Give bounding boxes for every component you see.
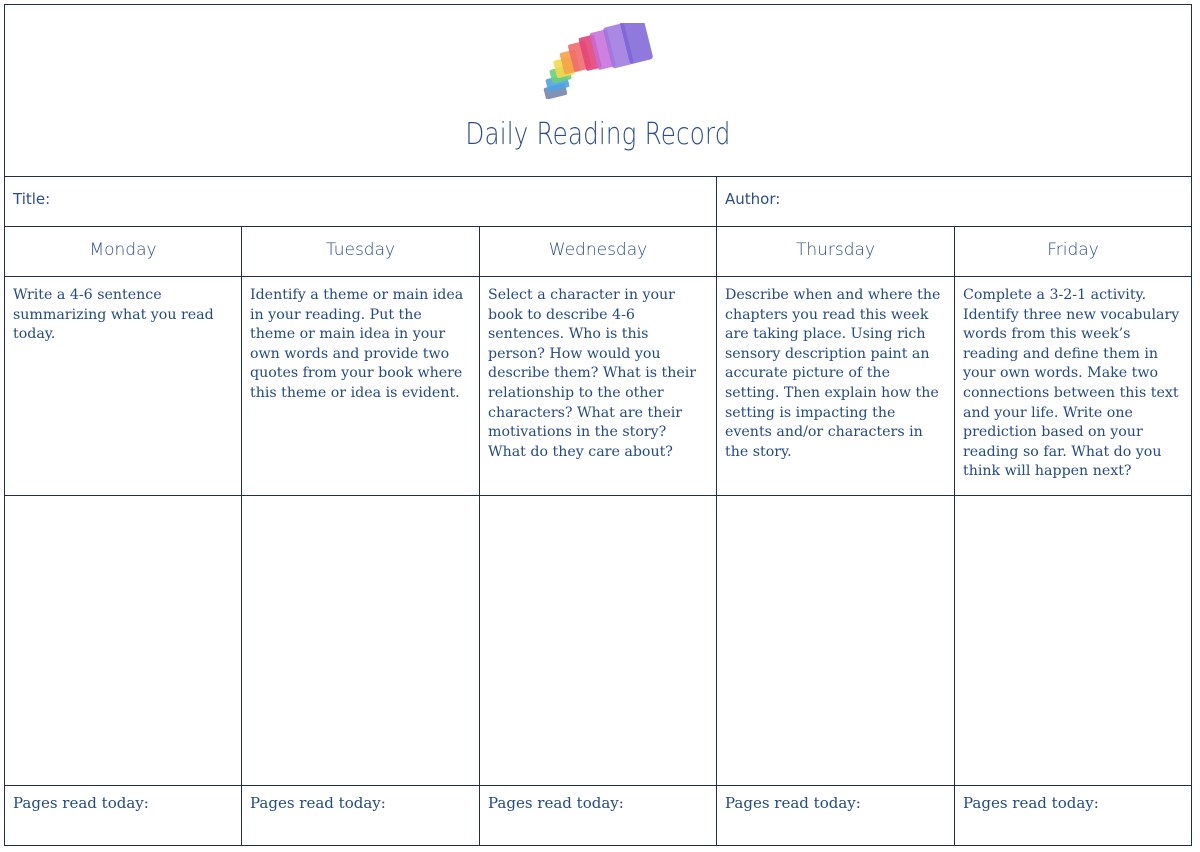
writing-area[interactable] — [242, 496, 479, 786]
writing-area[interactable] — [717, 496, 954, 786]
weekly-grid — [5, 227, 1191, 845]
writing-area[interactable] — [955, 496, 1191, 786]
book-info-row — [5, 177, 1191, 227]
day-prompt: Complete a 3-2-1 activity. Identify three new vocabulary words from this week’s reading and define them in your own words. Make two connections between this text and your life. Write one prediction based on your reading so far. What do you think will happen next? — [955, 277, 1191, 496]
writing-area[interactable] — [5, 496, 241, 786]
day-prompt: Select a character in your book to describe 4-6 sentences. Who is this person? How would you describe them? What is their relationship to the other characters? What are their motivations in the story? What do they care about? — [480, 277, 716, 496]
author-field[interactable]: Author: — [725, 190, 781, 208]
day-header: Thursday — [717, 227, 954, 277]
day-header: Monday — [5, 227, 241, 277]
day-column-monday — [5, 227, 242, 845]
pages-read-field[interactable]: Pages read today: — [725, 794, 861, 812]
writing-area[interactable] — [480, 496, 716, 786]
page-title: Daily Reading Record — [465, 117, 731, 152]
day-header: Wednesday — [480, 227, 716, 277]
day-column-friday — [955, 227, 1191, 845]
day-column-tuesday — [242, 227, 480, 845]
title-field[interactable]: Title: — [5, 177, 717, 226]
day-header: Friday — [955, 227, 1191, 277]
day-prompt: Describe when and where the chapters you read this week are taking place. Using rich sensory description paint an accurate picture of the setting. Then explain how the setting is impacting the events and/or characters in the story. — [717, 277, 954, 496]
day-prompt: Identify a theme or main idea in your reading. Put the theme or main idea in your own words and provide two quotes from your book where this theme or idea is evident. — [242, 277, 479, 496]
pages-read-field[interactable]: Pages read today: — [963, 794, 1099, 812]
day-column-thursday — [717, 227, 955, 845]
pages-read-field[interactable]: Pages read today: — [13, 794, 149, 812]
header — [5, 5, 1191, 177]
rainbow-books-icon — [533, 23, 673, 99]
day-column-wednesday — [480, 227, 717, 845]
pages-read-field[interactable]: Pages read today: — [250, 794, 386, 812]
day-prompt: Write a 4-6 sentence summarizing what you read today. — [5, 277, 241, 496]
pages-read-field[interactable]: Pages read today: — [488, 794, 624, 812]
reading-record-sheet — [4, 4, 1192, 846]
day-header: Tuesday — [242, 227, 479, 277]
